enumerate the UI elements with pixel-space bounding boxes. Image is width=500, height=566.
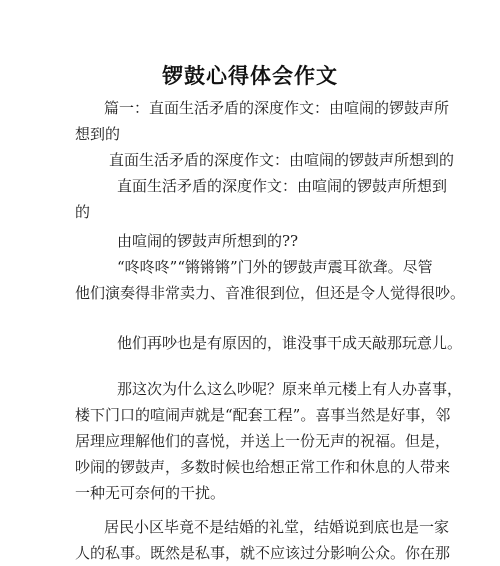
text-line: 想到的	[75, 125, 121, 143]
text-line: 居民小区毕竟不是结婚的礼堂，结婚说到底也是一家	[104, 518, 450, 536]
text-line: 他们演奏得非常卖力、音准很到位，但还是令人觉得很吵。	[75, 284, 466, 302]
text-line: 一种无可奈何的干扰。	[75, 484, 226, 502]
text-line: 居理应理解他们的喜悦，并送上一份无声的祝福。但是，	[75, 432, 451, 450]
document-title: 锣鼓心得体会作文	[162, 64, 338, 88]
text-line: 人的私事。既然是私事，就不应该过分影响公众。你在那	[75, 544, 451, 562]
text-line: 吵闹的锣鼓声，多数时候也给想正常工作和休息的人带来	[75, 458, 451, 476]
text-line: 篇一：直面生活矛盾的深度作文：由喧闹的锣鼓声所	[104, 99, 450, 117]
text-line: “咚咚咚”“锵锵锵”门外的锣鼓声震耳欲聋。尽管	[117, 258, 433, 276]
text-line: 那这次为什么这么吵呢？原来单元楼上有人办喜事，	[117, 380, 463, 398]
text-line: 由喧闹的锣鼓声所想到的??	[117, 232, 299, 250]
text-line: 直面生活矛盾的深度作文：由喧闹的锣鼓声所想到的	[109, 151, 455, 169]
text-line: 楼下门口的喧闹声就是“配套工程”。喜事当然是好事，邻	[75, 406, 451, 424]
text-line: 直面生活矛盾的深度作文：由喧闹的锣鼓声所想到	[117, 177, 448, 195]
text-line: 的	[75, 203, 91, 221]
text-line: 他们再吵也是有原因的，谁没事干成天敲那玩意儿。	[117, 334, 463, 352]
